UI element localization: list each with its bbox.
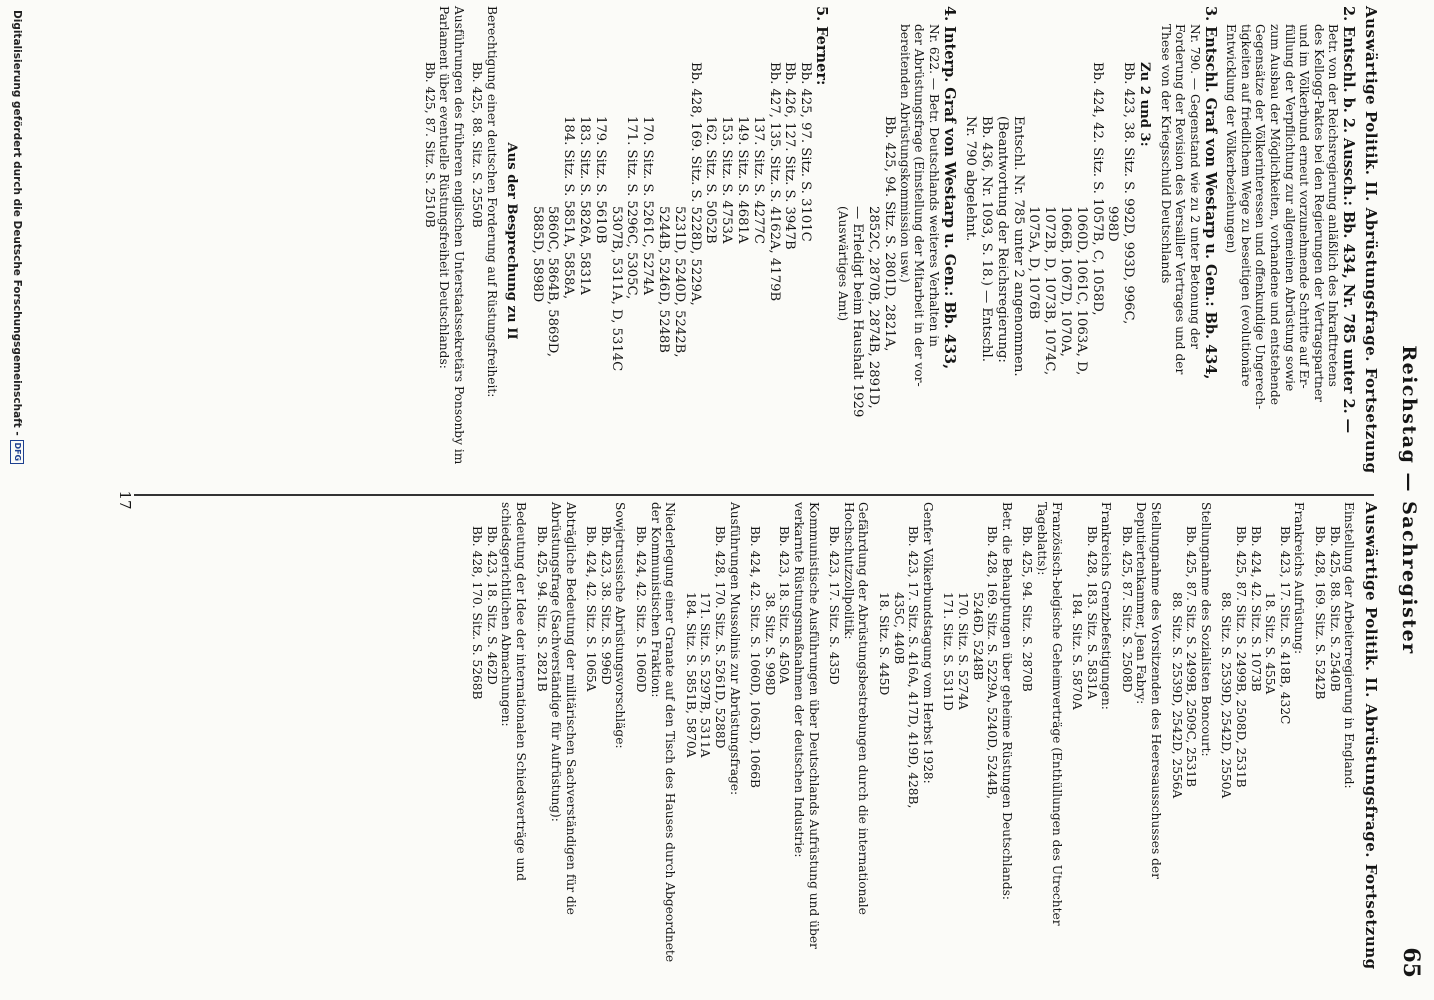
- ref-line: 88. Sitz. S. 2539D, 2542D, 2556A: [1169, 592, 1184, 799]
- entry-5-head: 5. Ferner:: [812, 6, 830, 86]
- footer-page-number: 17: [116, 490, 134, 510]
- right-topic-list: [470, 502, 1357, 972]
- ref-line: Bb. 425, 87. Sitz. S. 2508D: [1119, 526, 1134, 693]
- topic-text: Ausführungen des früheren englischen Unterstaatssekretärs Ponsonby im Parlament über eventuelle Rüstungsfreiheit Deutschlands:: [437, 6, 466, 465]
- index-topic: [1312, 502, 1356, 972]
- ref-line: Bb. 424, 42. Sitz. S. 1060D: [634, 526, 649, 693]
- topic-text: Stellungnahme des Vorsitzenden des Heeresausschusses der Deputiertenkammer, Jean Fabry:: [1134, 502, 1164, 879]
- index-topic: [1169, 502, 1213, 972]
- right-column: [110, 502, 1378, 972]
- ref-line: Bb. 425, 97. Sitz. S. 3101C: [798, 62, 814, 242]
- ref-line: 183. Sitz. S. 5826A, 5831A: [577, 116, 592, 295]
- ref-line: Bb. 423, 18. Sitz. S. 462D: [484, 526, 499, 685]
- ref-line: Bb. 423, 17. Sitz. S. 418B, 432C: [1277, 526, 1292, 725]
- topic-text: Genfer Völkerbundstagung vom Herbst 1928:: [920, 502, 935, 784]
- text-line: Betr. von der Reichsregierung anläßlich des Inkrafttretens: [1326, 24, 1341, 387]
- index-topic: [1070, 502, 1114, 972]
- zu-2-und-3-label: Zu 2 und 3:: [1137, 62, 1153, 147]
- text-line: Forderung der Revision des Versailler Vertrages und der: [1173, 24, 1188, 375]
- text-line: Nr. 622. — Betr. Deutschlands weiteres Verhalten in: [926, 24, 941, 348]
- ref-line: 435C, 440B: [891, 592, 906, 665]
- entry-3: [1158, 6, 1218, 476]
- ref-line: 18. Sitz. S. 445D: [876, 592, 891, 696]
- page-header: [1388, 0, 1428, 1000]
- ref-line: Bb. 428, 169. Sitz. S. 5229A, 5240D, 5244B,: [985, 526, 1000, 800]
- ref-line: 184. Sitz. S. 5870A: [1070, 592, 1085, 710]
- ref-line: — Erledigt beim Haushalt 1929: [850, 206, 866, 418]
- text-line: Entwicklung der Völkerbeziehungen): [1224, 24, 1239, 254]
- ref-line: Bb. 428, 170. Sitz. S. 5261D, 5288D: [713, 526, 728, 749]
- column-divider: [134, 494, 1374, 496]
- left-column: [110, 6, 1378, 476]
- topic-text: Bedeutung der Idee der internationalen Schiedsverträge und schiedsgerichtlichen Abmachungen:: [499, 502, 528, 882]
- topic-text: Französisch-belgische Geheimverträge (Enthüllungen des Utrechter Tageblatts):: [1034, 502, 1064, 926]
- ref-line: Bb. 424, 42. Sitz. S. 1060D, 1063D, 1066B: [748, 526, 763, 788]
- index-topic: [683, 502, 741, 972]
- ref-line: 162. Sitz. S. 5052B: [703, 116, 719, 244]
- text-line: Gegensätze der Völkerinteressen und offenkundige Ungerech-: [1253, 24, 1268, 410]
- ref-line: Bb. 425, 87. Sitz. S. 2510B: [422, 62, 437, 228]
- entry-2-text: [1224, 6, 1341, 476]
- index-topic: [827, 502, 871, 972]
- text-line: tigkeiten auf friedlichem Wege zu beseitigen (evolutionäre: [1238, 24, 1253, 387]
- right-section-heading: Auswärtige Politik. II. Abrüstungsfrage. Fortsetzung: [1362, 502, 1380, 970]
- index-topic: [748, 502, 821, 972]
- ref-line: 88. Sitz. S. 2539D, 2542D, 2550A: [1219, 592, 1234, 799]
- ref-line: Bb. 423, 38. Sitz. S. 992D, 993D, 996C,: [1121, 62, 1137, 325]
- ref-line: 1066B, 1067D, 1070A,: [1058, 206, 1074, 357]
- topic-text: Abträgliche Bedeutung der militärischen Sachverständigen für die Abrüstungsfrage (Sachverständige für Aufrüstung):: [549, 502, 578, 915]
- ref-line: Bb. 427, 135. Sitz. S. 4162A, 4179B: [766, 62, 782, 302]
- ref-line: (Auswärtiges Amt): [835, 206, 850, 322]
- ref-line: 5231D, 5240D, 5242B,: [671, 206, 687, 358]
- entry-3-text: [1158, 6, 1202, 476]
- ref-line: Bb. 425, 87. Sitz. S. 2499B, 2509C, 2531B: [1184, 526, 1199, 788]
- ref-line: 18. Sitz. S. 455A: [1263, 592, 1278, 695]
- ref-line: 149. Sitz. S. 4681A: [734, 116, 750, 244]
- text-line: Nr. 790. — Gegenstand wie zu 2 unter Betonung der: [1187, 24, 1202, 349]
- index-topic: [633, 502, 677, 972]
- index-topic: [534, 502, 578, 972]
- ref-line: (Beantwortung der Reichsregierung:: [994, 116, 1010, 363]
- ref-line: 1060D, 1061C, 1063A, D,: [1073, 206, 1089, 376]
- topic-text: Kommunistische Ausführungen über Deutschlands Aufrüstung und über verkarnte Rüstungsmaßnahmen der deutschen Industrie:: [792, 502, 821, 949]
- entry-4-head: 4. Interp. Graf von Westarp u. Gen.: Bb. 433,: [940, 6, 958, 370]
- index-topic: [941, 502, 1014, 972]
- ref-line: 171. Sitz. S. 5296C, 5305C,: [624, 116, 640, 300]
- ref-line: 137. Sitz. S. 4277C: [750, 116, 766, 245]
- ref-line: 171. Sitz. S. 5297B, 5311A: [698, 592, 713, 758]
- ref-line: 1072B, D, 1073B, 1074C,: [1042, 206, 1058, 376]
- ref-line: 5860C, 5864B, 5869D,: [545, 206, 561, 358]
- ref-line: Bb. 426, 127. Sitz. S. 3947B: [782, 62, 798, 250]
- ref-line: 170. Sitz. S. 5274A: [955, 592, 970, 710]
- index-topic: [470, 502, 528, 972]
- ref-line: 1075A, D, 1076B: [1026, 206, 1042, 320]
- running-title: Reichstag — Sachregister: [1398, 345, 1420, 655]
- entry-2: [1224, 6, 1357, 476]
- aussprache-item: [470, 6, 499, 476]
- text-line: These von der Kriegsschuld Deutschlands: [1158, 24, 1173, 284]
- ref-line: 38. Sitz. S. 998D: [762, 592, 777, 696]
- ref-line: Bb. 424, 42. Sitz. S. 1065A: [584, 526, 599, 692]
- index-topic: [876, 502, 934, 972]
- ref-line: 184. Sitz. S. 5851A, 5858A,: [561, 116, 577, 300]
- index-topic: [584, 502, 628, 972]
- ref-line: 179. Sitz. S. 5610B: [592, 116, 608, 244]
- entry-2-head: 2. Entschl. b. 2. Aussch.: Bb. 434, Nr. 785 unter 2. —: [1340, 6, 1358, 434]
- ref-line: Bb. 428, 169. Sitz. S. 5228D, 5229A,: [687, 62, 703, 306]
- ref-line: Bb. 425, 87. Sitz. S. 2499B, 2508D, 2531B: [1234, 526, 1249, 788]
- ref-line: 153. Sitz. S. 4753A: [719, 116, 735, 244]
- topic-text: Frankreichs Grenzbefestigungen:: [1099, 502, 1114, 710]
- ref-line: Bb. 436, Nr. 1093, S. 18.) — Entschl.: [979, 116, 995, 362]
- index-topic: [1219, 502, 1307, 972]
- topic-text: Betr. die Behauptungen über geheime Rüstungen Deutschlands:: [999, 502, 1014, 900]
- entry-5: [529, 6, 829, 476]
- ref-line: 5244B, 5246D, 5248B: [655, 206, 671, 353]
- ref-line: Bb. 423, 18. Sitz. S. 450A: [777, 526, 792, 684]
- left-section-heading: Auswärtige Politik. II. Abrüstungsfrage. Fortsetzung: [1362, 6, 1380, 474]
- ref-line: Bb. 424, 42. Sitz. S. 1057B, C, 1058D,: [1089, 62, 1105, 316]
- ref-line: Bb. 423, 38. Sitz. S. 996D: [598, 526, 613, 685]
- ref-line: 5246D, 5248B: [970, 592, 985, 681]
- ref-line: Bb. 425, 88. Sitz. S. 2550B: [470, 62, 485, 228]
- ref-line: 171. Sitz. S. 5311D: [941, 592, 956, 711]
- topic-text: Stellungnahme des Sozialisten Boncourt:: [1198, 502, 1213, 757]
- ref-line: 170. Sitz. S. 5261C, 5274A: [640, 116, 656, 296]
- ref-line: 184. Sitz. S. 5851B, 5870A: [683, 592, 698, 758]
- ref-line: Bb. 428, 183. Sitz. S. 5831A: [1084, 526, 1099, 700]
- subsection-heading: Aus der Besprechung zu II: [503, 142, 519, 340]
- entry-3-head: 3. Entschl. Graf von Westarp u. Gen.: Bb. 434,: [1201, 6, 1219, 380]
- ref-line: Bb. 424, 42. Sitz. S. 1073B: [1248, 526, 1263, 692]
- topic-text: Frankreichs Aufrüstung:: [1292, 502, 1307, 655]
- topic-text: Ausführungen Mussolinis zur Abrüstungsfrage:: [727, 502, 742, 796]
- ref-line: 5885D, 5898D: [529, 206, 545, 303]
- aussprache-item: [422, 6, 466, 476]
- ref-line: Bb. 425, 94. Sitz. S. 2870B: [1020, 526, 1035, 692]
- dfg-logo: DFG: [10, 440, 24, 464]
- ref-line: Nr. 790 abgelehnt.: [963, 116, 979, 242]
- ref-line: Bb. 423, 17. Sitz. S. 435D: [827, 526, 842, 685]
- text-line: der Abrüstungsfrage (Einstellung der Mitarbeit in der vor-: [912, 24, 927, 387]
- topic-text: Einstellung der Arbeiterregierung in England:: [1342, 502, 1357, 789]
- topic-text: Gefährdung der Abrüstungsbestrebungen durch die internationale Hochschutzzollpolitik:: [841, 502, 871, 915]
- text-line: und im Völkerbund erneut vorzunehmende Schritte auf Er-: [1297, 24, 1312, 389]
- topic-text: Sowjetrussische Abrüstungsvorschläge:: [613, 502, 628, 749]
- digitization-credit: [10, 10, 24, 464]
- ref-line: Bb. 428, 170. Sitz. S. 5268B: [470, 526, 485, 700]
- ref-line: Entschl. Nr. 785 unter 2 angenommen.: [1010, 116, 1026, 377]
- ref-line: Bb. 425, 88. Sitz. S. 2540B: [1327, 526, 1342, 692]
- index-topic: [1119, 502, 1163, 972]
- ref-line: Bb. 428, 169. Sitz. S. 5242B: [1313, 526, 1328, 700]
- entry-4: [835, 6, 957, 476]
- text-line: bereitenden Abrüstungskommission usw.): [897, 24, 912, 283]
- ref-line: 5307B, 5311A, D, 5314C: [608, 206, 624, 372]
- ref-line: 2852C, 2870B, 2874B, 2891D,: [866, 206, 882, 409]
- text-line: zum Ausbau der Möglichkeiten, vorhandene und entstehende: [1268, 24, 1283, 405]
- text-line: füllung der Verpflichtung zur allgemeinen Abrüstung sowie: [1282, 24, 1297, 392]
- topic-text: Berechtigung einer deutschen Forderung auf Rüstungsfreiheit:: [485, 6, 500, 398]
- topic-text: Niederlegung einer Granate auf den Tisch des Hauses durch Abgeordnete der Kommunistischen Fraktion:: [648, 502, 678, 963]
- index-topic: [1020, 502, 1064, 972]
- ref-line: Bb. 425, 94. Sitz. S. 2821B: [534, 526, 549, 692]
- ref-line: Bb. 423, 17. Sitz. S. 416A, 417D, 419D, 428B,: [906, 526, 921, 809]
- ref-line: Bb. 425, 94. Sitz. S. 2801D, 2821A,: [881, 116, 897, 352]
- ref-line: 998D: [1105, 206, 1121, 242]
- text-line: des Kellogg-Paktes bei den Regierungen der Vertragspartner: [1311, 24, 1326, 402]
- header-page-number: 65: [1398, 947, 1424, 978]
- credit-text: Digitalisierung gefördert durch die Deutsche Forschungsgemeinschaft -: [11, 10, 23, 436]
- zu-2-und-3: [963, 6, 1153, 476]
